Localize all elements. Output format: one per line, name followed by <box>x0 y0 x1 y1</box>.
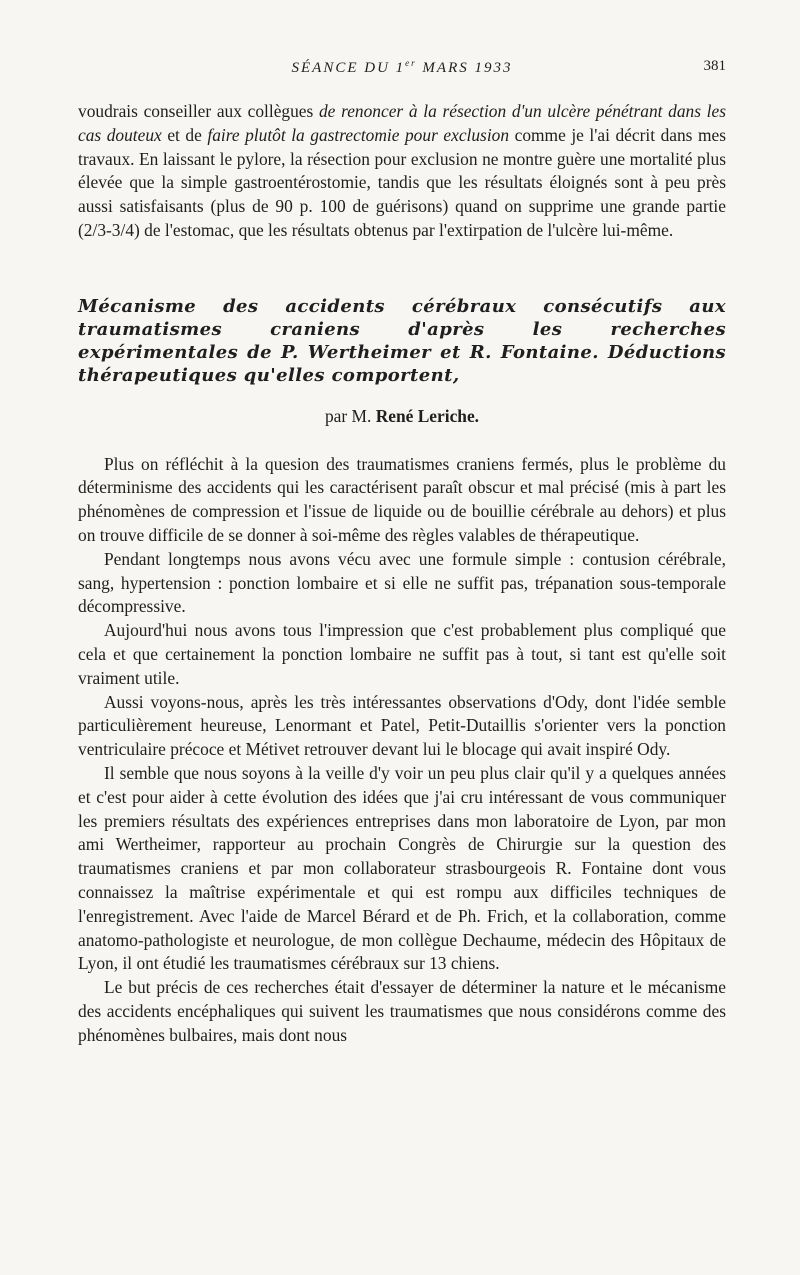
running-header <box>78 58 726 84</box>
paragraph-5: Il semble que nous soyons à la veille d'y voir un peu plus clair qu'il y a quelques années et c'est pour aider à cette évolution des idées que j'ai cru intéressant de vous communiquer les premiers résultats des expériences entreprises dans mon laboratoire de Lyon, par mon ami Wertheimer, rapporteur au prochain Congrès de Chirurgie sur la question des traumatismes craniens et par mon collaborateur strasbourgeois R. Fontaine dont vous connaissez la maîtrise expérimentale et qui est rompu aux difficiles techniques de l'enregistrement. Avec l'aide de Marcel Bérard et de Ph. Frich, et la collaboration, comme anatomo-pathologiste et neurologue, de mon collègue Dechaume, médecin des Hôpitaux de Lyon, il ont étudié les traumatismes cérébraux sur 13 chiens. <box>78 762 726 974</box>
running-title-prefix: SÉANCE DU 1 <box>291 60 406 76</box>
intro-emphasis-2: faire plutôt la gastrectomie pour exclusion <box>207 124 510 145</box>
paragraph-3: Aujourd'hui nous avons tous l'impression que c'est probablement plus compliqué que cela et que certainement la ponction lombaire ne suffit pas à tout, si tant est qu'elle soit vraiment utile. <box>78 620 726 688</box>
paragraph-1: Plus on réfléchit à la quesion des traumatismes craniens fermés, plus le problème du déterminisme des accidents qui les caractérisent paraît obscur et mal précisé (mis à part les phénomènes de compression et l'issue de liquide ou de bouillie cérébrale au dehors) et plus on trouve difficile de se donner à soi-même des règles valables de thérapeutique. <box>78 453 726 545</box>
intro-paragraph <box>78 100 726 243</box>
paragraph-6: Le but précis de ces recherches était d'essayer de déterminer la nature et le mécanisme des accidents encéphaliques qui suivent les traumatismes que nous considérons comme des phénomènes bulbaires, mais dont nous <box>78 977 726 1045</box>
byline-prefix: par M. <box>324 405 376 426</box>
intro-text-3: comme je l'ai décrit dans mes travaux. En laissant le pylore, la résection pour exclusion ne montre guère une mortalité plus élevée que la simple gastroentérostomie, tandis que les résultats éloignés sont à peu près aussi satisfaisants (plus de 90 p. 100 de guérisons) quand on supprime une grande partie (2/3-3/4) de l'estomac, que les résultats obtenus par l'extirpation de l'ulcère lui-même. <box>78 124 726 240</box>
running-title <box>78 58 726 77</box>
intro-text-1: voudrais conseiller aux collègues <box>78 101 319 121</box>
running-title-sup: er <box>405 58 417 68</box>
intro-emphasis-1: de renoncer à la résection d'un ulcère pénétrant dans les cas douteux <box>78 101 727 145</box>
article-title: Mécanisme des accidents cérébraux consécutifs aux traumatismes craniens d'après les recherches expérimentales de P. Wertheimer et R. Fontaine. Déductions thérapeutiques qu'elles comportent, <box>78 295 726 386</box>
byline <box>78 405 726 429</box>
running-title-suffix: MARS 1933 <box>422 60 513 76</box>
body-text <box>78 100 726 1048</box>
paragraph-4: Aussi voyons-nous, après les très intéressantes observations d'Ody, dont l'idée semble particulièrement heureuse, Lenormant et Patel, Petit-Dutaillis s'orienter vers la ponction ventriculaire précoce et Métivet retrouver devant lui le blocage qui avait inspiré Ody. <box>78 691 726 760</box>
author-name: René Leriche. <box>375 405 480 426</box>
page-number: 381 <box>703 58 726 74</box>
paragraph-2: Pendant longtemps nous avons vécu avec une formule simple : contusion cérébrale, sang, hypertension : ponction lombaire et si elle ne suffit pas, trépanation sous-temporale décompressive. <box>78 548 726 617</box>
intro-text-2: et de <box>161 124 208 145</box>
